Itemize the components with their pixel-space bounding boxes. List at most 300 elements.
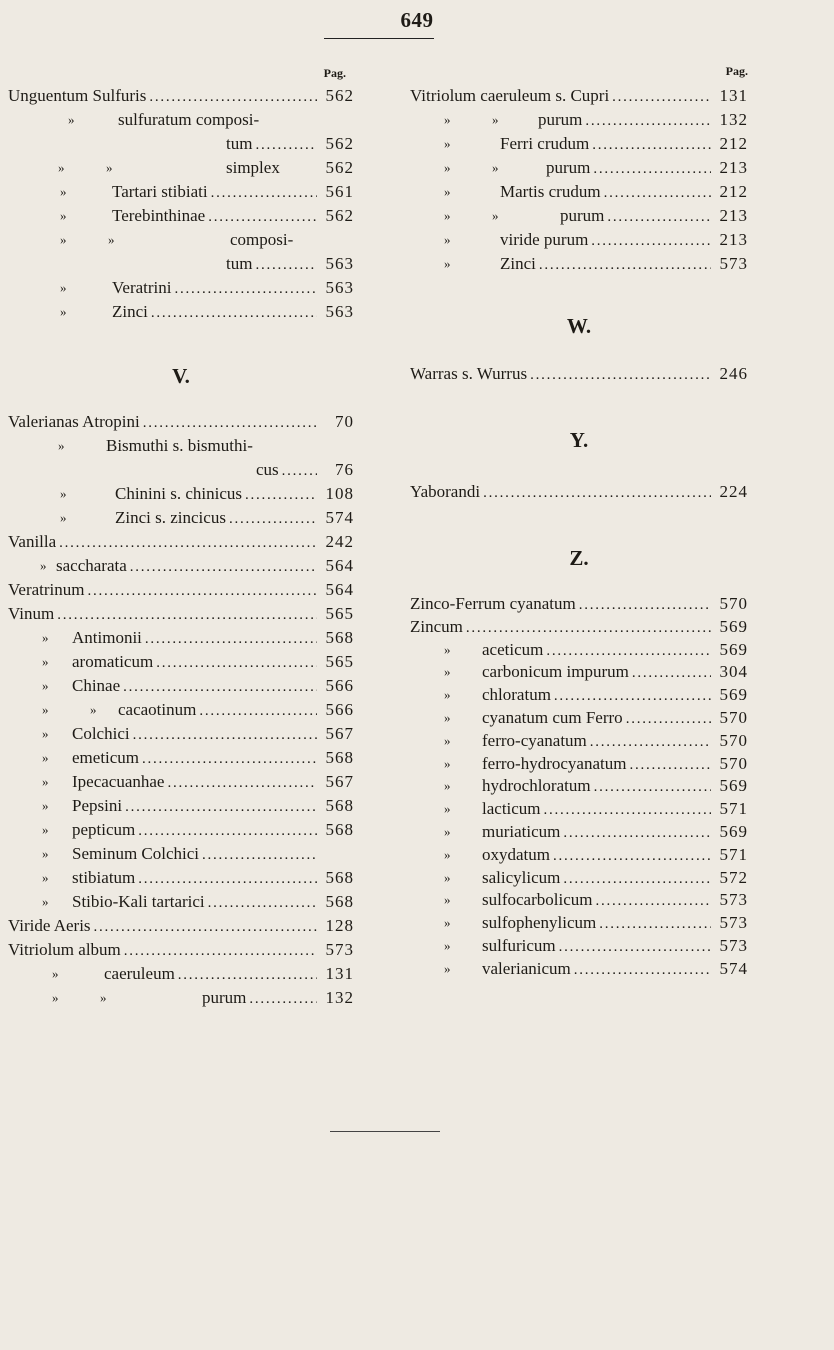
entry-term: Unguentum Sulfuris	[8, 86, 147, 105]
entry-page-number: 224	[719, 482, 748, 501]
entry-term: Vinum	[8, 604, 55, 623]
ditto-mark: »	[42, 702, 49, 717]
entry-term: Zinco-Ferrum cyanatum	[410, 594, 576, 613]
entry-page-number: 573	[325, 940, 354, 959]
ditto-mark: »	[444, 256, 451, 271]
ditto-mark: »	[42, 726, 49, 741]
ditto-mark: »	[42, 894, 49, 909]
index-entry	[410, 820, 748, 844]
dot-leader	[138, 867, 317, 891]
index-entry	[410, 888, 748, 912]
dot-leader	[599, 912, 711, 936]
index-entry	[8, 204, 354, 228]
entry-term: Chinae	[72, 676, 121, 695]
ditto-mark: »	[60, 208, 67, 223]
index-entry	[410, 683, 748, 707]
index-entry	[410, 706, 748, 730]
index-entry	[410, 615, 748, 639]
dot-leader	[544, 798, 711, 822]
entry-term: Tartari stibiati	[112, 182, 208, 201]
index-entry	[410, 660, 748, 684]
index-entry	[410, 592, 748, 616]
index-entry	[8, 602, 354, 626]
ditto-mark: »	[444, 208, 451, 223]
entry-page-number: 571	[719, 799, 748, 818]
dot-leader	[607, 205, 711, 229]
ditto-mark: »	[444, 733, 451, 748]
entry-term: purum	[202, 988, 247, 1007]
index-entry	[8, 722, 354, 746]
entry-page-number: 213	[719, 230, 748, 249]
pag-label: Pag.	[725, 64, 748, 78]
entry-term: cyanatum cum Ferro	[482, 708, 623, 727]
entry-page-number: 562	[325, 134, 354, 153]
entry-term: Valerianas Atropini	[8, 412, 140, 431]
ditto-mark: »	[444, 801, 451, 816]
ditto-mark: »	[444, 112, 451, 127]
ditto-mark: »	[42, 654, 49, 669]
index-entry	[410, 638, 748, 662]
entry-page-number: 131	[719, 86, 748, 105]
section-letter-heading: V.	[172, 364, 190, 388]
ditto-mark: »	[444, 710, 451, 725]
index-entry	[410, 84, 748, 108]
dot-leader	[133, 723, 317, 747]
entry-page-number: 132	[325, 988, 354, 1007]
index-entry	[410, 866, 748, 890]
entry-term: emeticum	[72, 748, 140, 767]
entry-term: purum	[546, 158, 591, 177]
index-entry	[8, 156, 354, 180]
entry-term: pepticum	[72, 820, 136, 839]
ditto-mark: »	[492, 208, 499, 223]
ditto-mark: »	[444, 232, 451, 247]
index-entry	[8, 300, 354, 324]
dot-leader	[174, 277, 317, 301]
section-letter-heading: Z.	[569, 546, 589, 570]
ditto-mark: »	[52, 990, 59, 1005]
entry-page-number: 568	[325, 820, 354, 839]
ditto-mark: »	[60, 486, 67, 501]
dot-leader	[202, 843, 317, 867]
ditto-mark: »	[492, 112, 499, 127]
dot-leader	[612, 85, 711, 109]
index-entry	[410, 480, 748, 504]
entry-page-number: 213	[719, 206, 748, 225]
dot-leader	[130, 555, 317, 579]
ditto-mark: »	[42, 630, 49, 645]
dot-leader	[592, 133, 711, 157]
ditto-mark: »	[90, 702, 97, 717]
dot-leader	[632, 661, 711, 685]
ditto-mark: »	[444, 160, 451, 175]
dot-leader	[604, 181, 711, 205]
dot-leader	[87, 579, 317, 603]
index-entry	[410, 228, 748, 252]
index-entry	[8, 866, 354, 890]
entry-page-number: 569	[719, 617, 748, 636]
entry-term: chloratum	[482, 685, 551, 704]
entry-page-number: 242	[325, 532, 354, 551]
ditto-mark: »	[60, 232, 67, 247]
entry-term: ferro-cyanatum	[482, 731, 587, 750]
dot-leader	[142, 747, 317, 771]
entry-term: Antimonii	[72, 628, 142, 647]
header-rule	[324, 38, 434, 39]
entry-page-number: 132	[719, 110, 748, 129]
dot-leader	[553, 844, 711, 868]
entry-page-number: 567	[325, 772, 354, 791]
index-entry	[8, 506, 354, 530]
entry-term: Ipecacuanhae	[72, 772, 165, 791]
section-letter-heading: Y.	[569, 428, 589, 452]
index-entry	[8, 180, 354, 204]
index-entry	[8, 482, 354, 506]
index-entry	[410, 797, 748, 821]
entry-term: aromaticum	[72, 652, 154, 671]
entry-term: purum	[538, 110, 583, 129]
entry-term: sulfuratum composi-	[118, 110, 260, 129]
ditto-mark: »	[444, 870, 451, 885]
dot-leader	[593, 157, 711, 181]
entry-page-number: 563	[325, 302, 354, 321]
entry-term: cus	[256, 460, 279, 479]
dot-leader	[208, 891, 317, 915]
dot-leader	[94, 915, 317, 939]
index-entry	[8, 578, 354, 602]
index-entry	[8, 84, 354, 108]
entry-page-number: 563	[325, 278, 354, 297]
index-entry	[8, 626, 354, 650]
entry-term: Colchici	[72, 724, 130, 743]
dot-leader	[282, 459, 317, 483]
entry-term: lacticum	[482, 799, 541, 818]
entry-term: viride purum	[500, 230, 589, 249]
index-entry	[410, 204, 748, 228]
ditto-mark: »	[42, 798, 49, 813]
entry-term: valerianicum	[482, 959, 571, 978]
dot-leader	[156, 651, 317, 675]
ditto-mark: »	[106, 160, 113, 175]
index-entry	[8, 698, 354, 722]
entry-page-number: 574	[325, 508, 354, 527]
dot-leader	[208, 205, 317, 229]
dot-leader	[559, 935, 711, 959]
ditto-mark: »	[68, 112, 75, 127]
dot-leader	[590, 730, 711, 754]
ditto-mark: »	[60, 280, 67, 295]
dot-leader	[530, 363, 711, 387]
ditto-mark: »	[444, 847, 451, 862]
dot-leader	[585, 109, 711, 133]
entry-term: stibiatum	[72, 868, 136, 887]
entry-page-number: 570	[719, 754, 748, 773]
index-entry	[8, 938, 354, 962]
dot-leader	[591, 229, 711, 253]
ditto-mark: »	[444, 687, 451, 702]
ditto-mark: »	[108, 232, 115, 247]
entry-page-number: 212	[719, 182, 748, 201]
entry-term: Zinci	[500, 254, 536, 273]
ditto-mark: »	[100, 990, 107, 1005]
index-entry	[8, 458, 354, 482]
index-entry	[8, 794, 354, 818]
entry-term: simplex	[226, 158, 280, 177]
index-entry	[8, 674, 354, 698]
ditto-mark: »	[444, 664, 451, 679]
dot-leader	[151, 301, 317, 325]
entry-page-number: 570	[719, 731, 748, 750]
entry-page-number: 568	[325, 628, 354, 647]
entry-page-number: 128	[325, 916, 354, 935]
index-entry	[410, 108, 748, 132]
index-entry	[8, 252, 354, 276]
entry-page-number: 572	[719, 868, 748, 887]
entry-page-number: 563	[325, 254, 354, 273]
index-entry	[8, 554, 354, 578]
dot-leader	[563, 821, 711, 845]
index-entry	[410, 729, 748, 753]
ditto-mark: »	[42, 750, 49, 765]
entry-page-number: 304	[719, 662, 748, 681]
entry-page-number: 212	[719, 134, 748, 153]
entry-term: sulfophenylicum	[482, 913, 597, 932]
ditto-mark: »	[444, 892, 451, 907]
entry-term: Bismuthi s. bismuthi-	[106, 436, 253, 455]
entry-term: composi-	[230, 230, 294, 249]
dot-leader	[229, 507, 317, 531]
dot-leader	[199, 699, 317, 723]
ditto-mark: »	[58, 160, 65, 175]
entry-term: Terebinthinae	[112, 206, 206, 225]
dot-leader	[124, 939, 317, 963]
index-entry	[410, 957, 748, 981]
dot-leader	[59, 531, 317, 555]
index-entry	[410, 362, 748, 386]
footer-rule	[330, 1131, 440, 1132]
index-entry	[8, 818, 354, 842]
entry-page-number: 568	[325, 868, 354, 887]
dot-leader	[178, 963, 317, 987]
page-number: 649	[400, 8, 434, 32]
entry-term: carbonicum impurum	[482, 662, 629, 681]
index-entry	[410, 156, 748, 180]
dot-leader	[539, 253, 711, 277]
dot-leader	[626, 707, 711, 731]
ditto-mark: »	[42, 822, 49, 837]
index-entry	[410, 180, 748, 204]
entry-term: Warras s. Wurrus	[410, 364, 528, 383]
dot-leader	[249, 987, 317, 1011]
entry-term: sulfuricum	[482, 936, 556, 955]
entry-page-number: 569	[719, 776, 748, 795]
ditto-mark: »	[60, 510, 67, 525]
entry-page-number: 573	[719, 254, 748, 273]
index-entry	[8, 108, 354, 132]
entry-page-number: 573	[719, 913, 748, 932]
dot-leader	[57, 603, 317, 627]
entry-page-number: 573	[719, 890, 748, 909]
dot-leader	[138, 819, 317, 843]
ditto-mark: »	[42, 846, 49, 861]
entry-term: Chinini s. chinicus	[115, 484, 243, 503]
index-entry	[410, 911, 748, 935]
entry-term: tum	[226, 254, 253, 273]
index-entry	[8, 890, 354, 914]
ditto-mark: »	[58, 438, 65, 453]
entry-term: Vanilla	[8, 532, 57, 551]
entry-term: Vitriolum album	[8, 940, 121, 959]
entry-term: Pepsini	[72, 796, 123, 815]
ditto-mark: »	[444, 642, 451, 657]
entry-page-number: 108	[325, 484, 354, 503]
dot-leader	[145, 627, 317, 651]
ditto-mark: »	[52, 966, 59, 981]
entry-term: caeruleum	[104, 964, 175, 983]
section-letter-heading: W.	[566, 314, 592, 338]
entry-term: saccharata	[56, 556, 127, 575]
entry-term: aceticum	[482, 640, 544, 659]
index-entry	[8, 530, 354, 554]
entry-page-number: 574	[719, 959, 748, 978]
ditto-mark: »	[42, 774, 49, 789]
ditto-mark: »	[42, 678, 49, 693]
pag-label: Pag.	[323, 66, 346, 80]
entry-term: salicylicum	[482, 868, 561, 887]
entry-page-number: 566	[325, 700, 354, 719]
entry-term: Seminum Colchici	[72, 844, 200, 863]
ditto-mark: »	[444, 778, 451, 793]
index-entry	[410, 252, 748, 276]
entry-term: Veratrinum	[8, 580, 85, 599]
ditto-mark: »	[60, 184, 67, 199]
ditto-mark: »	[444, 136, 451, 151]
entry-term: sulfocarbolicum	[482, 890, 593, 909]
entry-page-number: 562	[325, 86, 354, 105]
ditto-mark: »	[444, 961, 451, 976]
dot-leader	[483, 481, 711, 505]
index-entry	[410, 752, 748, 776]
ditto-mark: »	[444, 824, 451, 839]
index-entry	[410, 774, 748, 798]
ditto-mark: »	[444, 184, 451, 199]
entry-page-number: 76	[335, 460, 354, 479]
dot-leader	[554, 684, 711, 708]
entry-term: Martis crudum	[500, 182, 601, 201]
index-entry	[8, 914, 354, 938]
entry-page-number: 570	[719, 594, 748, 613]
entry-page-number: 569	[719, 685, 748, 704]
index-entry	[8, 276, 354, 300]
entry-page-number: 566	[325, 676, 354, 695]
entry-page-number: 564	[325, 580, 354, 599]
ditto-mark: »	[60, 304, 67, 319]
entry-page-number: 565	[325, 604, 354, 623]
entry-page-number: 569	[719, 640, 748, 659]
index-entry	[8, 962, 354, 986]
entry-page-number: 568	[325, 748, 354, 767]
dot-leader	[574, 958, 711, 982]
entry-page-number: 70	[335, 412, 354, 431]
dot-leader	[255, 133, 317, 157]
entry-page-number: 565	[325, 652, 354, 671]
index-entry	[8, 770, 354, 794]
index-entry	[8, 132, 354, 156]
entry-page-number: 246	[719, 364, 748, 383]
entry-page-number: 570	[719, 708, 748, 727]
index-entry	[410, 934, 748, 958]
dot-leader	[594, 775, 711, 799]
index-entry	[8, 746, 354, 770]
entry-page-number: 561	[325, 182, 354, 201]
entry-page-number: 562	[325, 158, 354, 177]
entry-term: Zinci	[112, 302, 148, 321]
entry-term: Viride Aeris	[8, 916, 91, 935]
index-entry	[8, 986, 354, 1010]
entry-term: Zincum	[410, 617, 463, 636]
entry-term: muriaticum	[482, 822, 561, 841]
index-entry	[410, 132, 748, 156]
entry-term: Stibio-Kali tartarici	[72, 892, 205, 911]
dot-leader	[143, 411, 317, 435]
entry-term: tum	[226, 134, 253, 153]
entry-page-number: 131	[325, 964, 354, 983]
entry-page-number: 562	[325, 206, 354, 225]
dot-leader	[255, 253, 317, 277]
ditto-mark: »	[40, 558, 47, 573]
entry-page-number: 573	[719, 936, 748, 955]
entry-term: hydrochloratum	[482, 776, 591, 795]
dot-leader	[595, 889, 711, 913]
index-entry	[8, 228, 354, 252]
entry-term: Vitriolum caeruleum s. Cupri	[410, 86, 610, 105]
entry-page-number: 564	[325, 556, 354, 575]
dot-leader	[466, 616, 711, 640]
entry-page-number: 569	[719, 822, 748, 841]
ditto-mark: »	[444, 915, 451, 930]
entry-term: purum	[560, 206, 605, 225]
entry-term: Ferri crudum	[500, 134, 590, 153]
entry-page-number: 568	[325, 892, 354, 911]
dot-leader	[149, 85, 317, 109]
index-entry	[8, 410, 354, 434]
entry-term: oxydatum	[482, 845, 550, 864]
ditto-mark: »	[42, 870, 49, 885]
ditto-mark: »	[444, 938, 451, 953]
entry-term: Veratrini	[112, 278, 172, 297]
index-entry	[8, 434, 354, 458]
entry-term: ferro-hydrocyanatum	[482, 754, 627, 773]
entry-page-number: 568	[325, 796, 354, 815]
ditto-mark: »	[492, 160, 499, 175]
index-entry	[8, 650, 354, 674]
entry-page-number: 571	[719, 845, 748, 864]
ditto-mark: »	[444, 756, 451, 771]
entry-term: cacaotinum	[118, 700, 197, 719]
dot-leader	[123, 675, 317, 699]
dot-leader	[579, 593, 711, 617]
entry-term: Zinci s. zincicus	[115, 508, 226, 527]
entry-term: Yaborandi	[410, 482, 481, 501]
index-entry	[8, 842, 354, 866]
entry-page-number: 213	[719, 158, 748, 177]
dot-leader	[245, 483, 317, 507]
dot-leader	[125, 795, 317, 819]
dot-leader	[167, 771, 317, 795]
index-entry	[410, 843, 748, 867]
dot-leader	[211, 181, 317, 205]
entry-page-number: 567	[325, 724, 354, 743]
